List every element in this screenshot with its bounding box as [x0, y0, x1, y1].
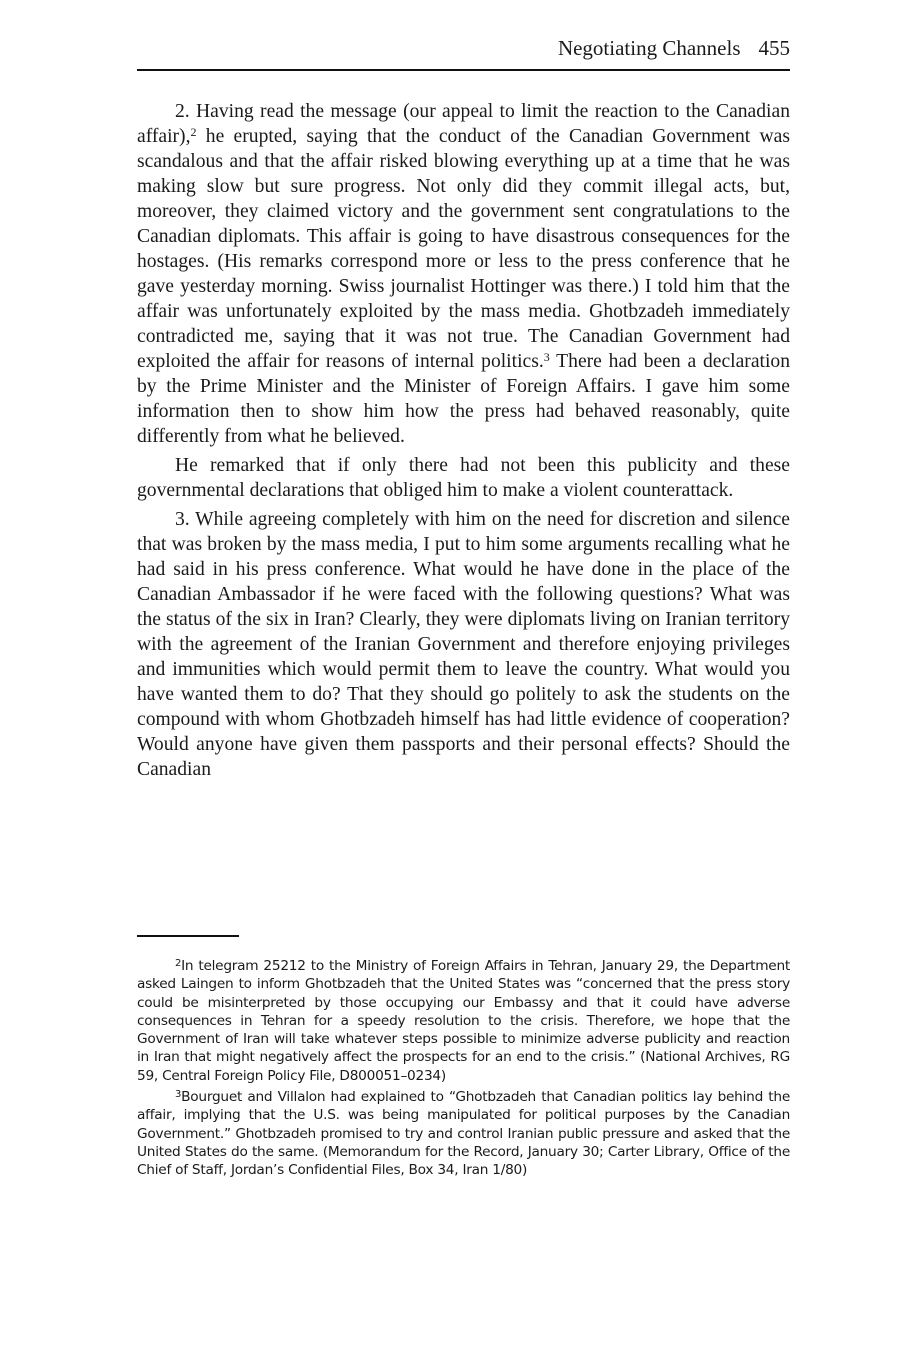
paragraph-1 — [137, 99, 790, 449]
main-text — [137, 99, 790, 786]
running-header — [137, 36, 790, 66]
paragraph-1-part-c: There had been a declaration by the Prime Minister and the Minister of Foreign Affairs. I gave him some information then to show him how the press had behaved reasonably, quite differently from what he believed. — [137, 351, 790, 447]
paragraph-1-part-a: 2. Having read the message (our appeal to limit the reaction to the Canadian affair), — [137, 101, 790, 147]
page-number: 455 — [758, 36, 790, 60]
running-title: Negotiating Channels — [557, 36, 741, 60]
footnote-3-number: 3 — [175, 1089, 182, 1101]
footnote-2-text: In telegram 25212 to the Ministry of Foreign Affairs in Tehran, January 29, the Department asked Laingen to inform Ghotbzadeh that the United States was “concerned that the press story could be misinterpreted by those occupying our Embassy and that it could have adverse consequences in Tehran for a speedy resolution to the crisis. Therefore, we hope that the Government of Iran will take whatever steps possible to minimize adverse publicity and reaction in Iran that might negatively affect the prospects for an end to the crisis.” (National Archives, RG 59, Central Foreign Policy File, D800051–0234) — [137, 958, 790, 1084]
paragraph-3: 3. While agreeing completely with him on the need for discretion and silence that was broken by the mass media, I put to him some arguments recalling what he had said in his press conference. What would he have done in the place of the Canadian Ambassador if he were faced with the following questions? What was the status of the six in Iran? Clearly, they were diplomats living on Iranian territory with the agreement of the Iranian Government and therefore enjoying privileges and immunities which would permit them to leave the country. What would you have wanted them to do? That they should go politely to ask the students on the compound with whom Ghotbzadeh himself has had little evidence of cooperation? Would anyone have given them passports and their personal effects? Should the Canadian — [137, 509, 790, 780]
paragraph-2: He remarked that if only there had not been this publicity and these governmental declarations that obliged him to make a violent counterattack. — [137, 455, 790, 501]
header-rule — [137, 69, 790, 71]
footnote-rule — [137, 935, 239, 937]
footnote-2 — [137, 957, 790, 1085]
footnotes — [137, 957, 790, 1183]
footnote-ref-3[interactable]: 3 — [543, 350, 550, 364]
footnote-2-number: 2 — [175, 958, 182, 969]
paragraph-1-part-b: he erupted, saying that the conduct of the Canadian Government was scandalous and that the affair risked blowing everything up at a time that he was making slow but sure progress. Not only did they commit illegal acts, but, moreover, they claimed victory and the government sent congratulations to the Canadian diplomats. This affair is going to have disastrous consequences for the hostages. (His remarks correspond more or less to the press conference that he gave yesterday morning. Swiss journalist Hottinger was there.) I told him that the affair was unfortunately exploited by the mass media. Ghotbzadeh immediately contradicted me, saying that it was not true. The Canadian Government had exploited the affair for reasons of internal politics. — [137, 126, 790, 372]
footnote-3-text: Bourguet and Villalon had explained to “Ghotbzadeh that Canadian politics lay behind the affair, implying that the U.S. was being manipulated for political purposes by the Canadian Government.” Ghotbzadeh promised to try and control Iranian public pressure and asked that the United States do the same. (Memorandum for the Record, January 30; Carter Library, Office of the Chief of Staff, Jordan’s Confidential Files, Box 34, Iran 1/80) — [137, 1089, 790, 1179]
footnote-ref-2[interactable]: 2 — [190, 125, 197, 139]
footnote-3 — [137, 1088, 790, 1179]
